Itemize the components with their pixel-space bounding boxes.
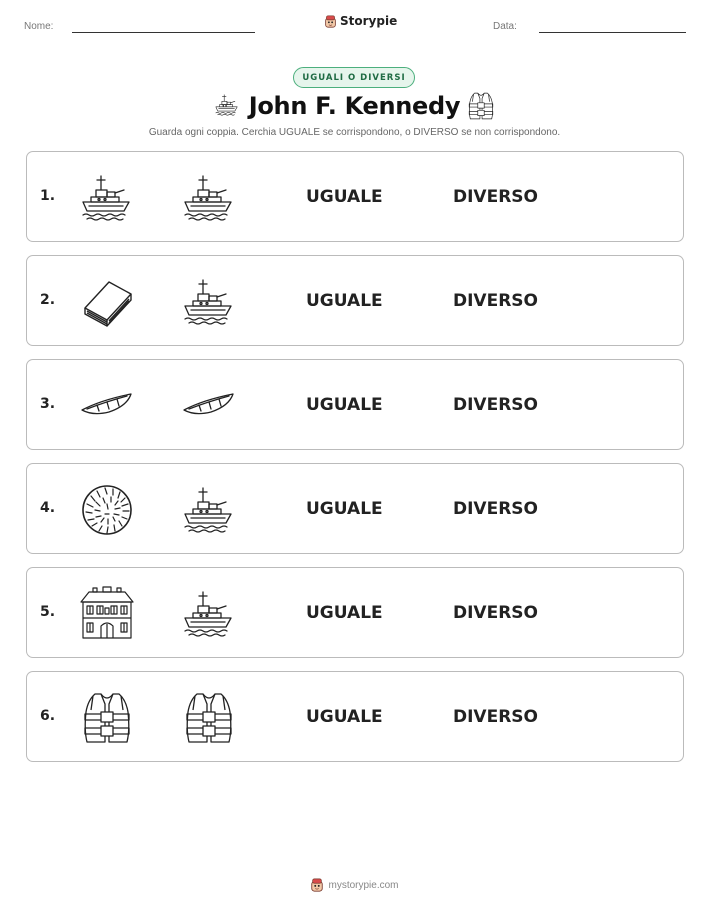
same-option[interactable]: UGUALE: [306, 291, 383, 311]
brand-name: Storypie: [340, 14, 398, 28]
different-option[interactable]: DIVERSO: [453, 499, 538, 519]
storypie-logo-icon: [310, 878, 324, 892]
different-option[interactable]: DIVERSO: [453, 187, 538, 207]
page-title: John F. Kennedy: [248, 92, 461, 120]
question-number: 1.: [40, 188, 56, 204]
footer-url: mystorypie.com: [328, 879, 399, 891]
footer: [0, 878, 709, 892]
warship-icon: [79, 170, 135, 226]
life-vest-icon: [466, 90, 496, 122]
worksheet-type-badge: UGUALI O DIVERSI: [293, 67, 415, 88]
question-number: 4.: [40, 500, 56, 516]
different-option[interactable]: DIVERSO: [453, 291, 538, 311]
question-row: [26, 255, 684, 346]
question-row: [26, 359, 684, 450]
same-option[interactable]: UGUALE: [306, 187, 383, 207]
question-row: [26, 151, 684, 242]
brand: [324, 14, 397, 28]
question-number: 5.: [40, 604, 56, 620]
canoe-icon: [181, 378, 237, 434]
same-option[interactable]: UGUALE: [306, 707, 383, 727]
warship-icon: [181, 586, 237, 642]
different-option[interactable]: DIVERSO: [453, 395, 538, 415]
date-label: Data:: [493, 21, 517, 32]
book-icon: [79, 274, 135, 330]
different-option[interactable]: DIVERSO: [453, 603, 538, 623]
different-option[interactable]: DIVERSO: [453, 707, 538, 727]
life-vest-icon: [181, 690, 237, 746]
house-icon: [79, 586, 135, 642]
question-number: 3.: [40, 396, 56, 412]
question-row: [26, 567, 684, 658]
warship-icon: [181, 170, 237, 226]
question-number: 2.: [40, 292, 56, 308]
name-line[interactable]: [72, 32, 255, 33]
same-option[interactable]: UGUALE: [306, 499, 383, 519]
coconut-icon: [79, 482, 135, 538]
date-line[interactable]: [539, 32, 686, 33]
worksheet-header: [0, 0, 709, 50]
warship-icon: [181, 274, 237, 330]
name-label: Nome:: [24, 21, 54, 32]
question-row: [26, 463, 684, 554]
same-option[interactable]: UGUALE: [306, 395, 383, 415]
warship-icon: [181, 482, 237, 538]
storypie-logo-icon: [324, 15, 337, 28]
canoe-icon: [79, 378, 135, 434]
instructions: Guarda ogni coppia. Cerchia UGUALE se corrispondono, o DIVERSO se non corrispondono.: [148, 127, 561, 138]
question-row: [26, 671, 684, 762]
same-option[interactable]: UGUALE: [306, 603, 383, 623]
life-vest-icon: [79, 690, 135, 746]
question-number: 6.: [40, 708, 56, 724]
